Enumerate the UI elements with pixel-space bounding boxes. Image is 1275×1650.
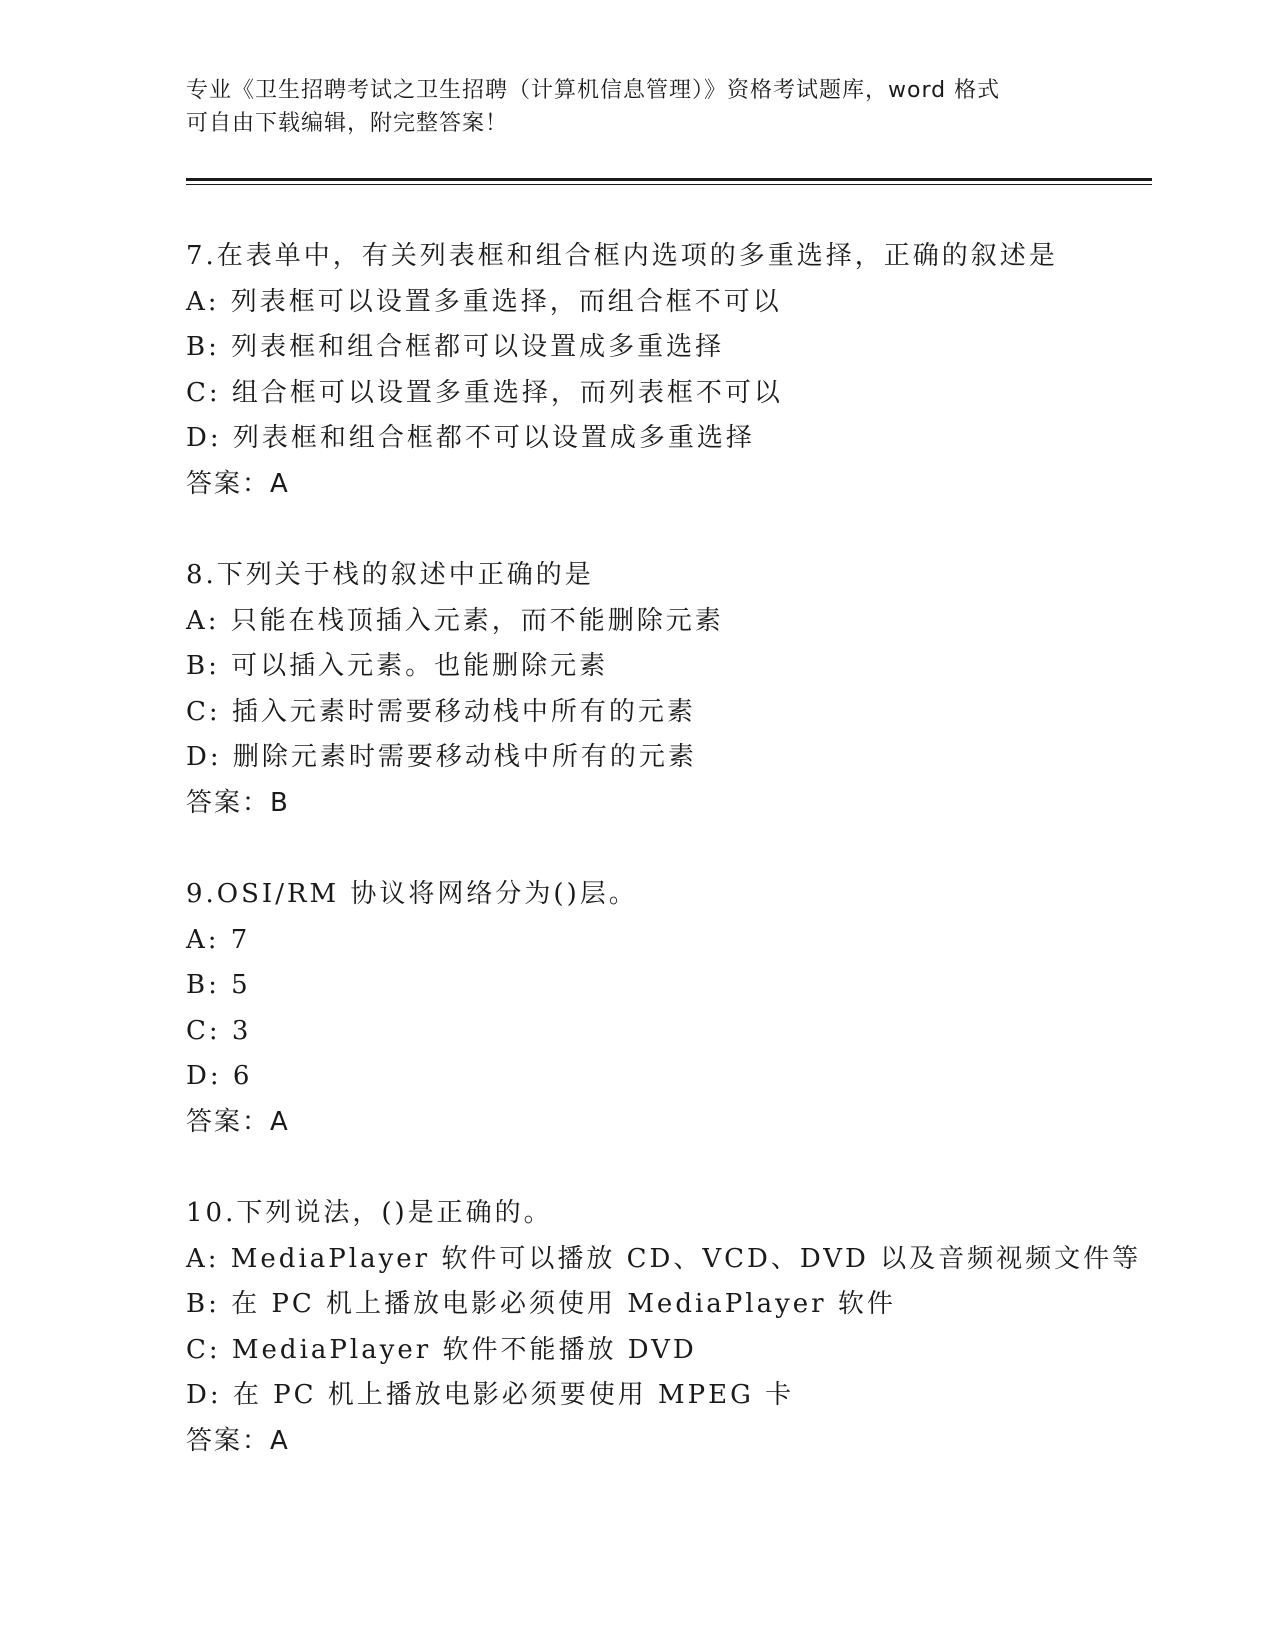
page-header — [186, 74, 1086, 140]
option-b: B: 在 PC 机上播放电影必须使用 MediaPlayer 软件 — [186, 1289, 896, 1319]
option-a: A: 只能在栈顶插入元素，而不能删除元素 — [186, 605, 724, 636]
header-divider-thick — [186, 178, 1152, 181]
option-c: C: 3 — [186, 1015, 252, 1046]
question-10 — [186, 1191, 1146, 1464]
header-divider-thin — [186, 184, 1152, 185]
option-a: A: 列表框可以设置多重选择，而组合框不可以 — [186, 286, 782, 317]
question-stem: 10.下列说法，()是正确的。 — [186, 1198, 553, 1228]
question-8 — [186, 553, 1146, 826]
option-b: B: 可以插入元素。也能删除元素 — [186, 651, 609, 681]
question-list — [186, 234, 1146, 1510]
option-d: D: 列表框和组合框都不可以设置成多重选择 — [186, 423, 755, 453]
option-a: A: MediaPlayer 软件可以播放 CD、VCD、DVD 以及音频视频文件等 — [186, 1243, 1142, 1274]
option-a: A: 7 — [186, 924, 251, 955]
option-c: C: 插入元素时需要移动栈中所有的元素 — [186, 696, 696, 727]
option-b: B: 5 — [186, 970, 251, 1000]
question-stem: 9.OSI/RM 协议将网络分为()层。 — [186, 879, 638, 909]
answer-line: 答案：A — [186, 468, 290, 499]
question-7 — [186, 234, 1146, 507]
header-line-2: 可自由下载编辑，附完整答案！ — [186, 111, 509, 136]
header-line-1: 专业《卫生招聘考试之卫生招聘（计算机信息管理）》资格考试题库，word 格式 — [186, 78, 1001, 103]
option-c: C: MediaPlayer 软件不能播放 DVD — [186, 1334, 697, 1365]
option-c: C: 组合框可以设置多重选择，而列表框不可以 — [186, 377, 783, 408]
answer-line: 答案：A — [186, 1425, 290, 1456]
question-stem: 8.下列关于栈的叙述中正确的是 — [186, 560, 594, 590]
option-d: D: 在 PC 机上播放电影必须要使用 MPEG 卡 — [186, 1380, 795, 1410]
option-b: B: 列表框和组合框都可以设置成多重选择 — [186, 332, 725, 362]
answer-line: 答案：A — [186, 1106, 290, 1137]
option-d: D: 删除元素时需要移动栈中所有的元素 — [186, 742, 697, 772]
answer-line: 答案：B — [186, 787, 290, 818]
question-stem: 7.在表单中，有关列表框和组合框内选项的多重选择，正确的叙述是 — [186, 241, 1058, 271]
question-9 — [186, 872, 1146, 1145]
option-d: D: 6 — [186, 1061, 253, 1091]
